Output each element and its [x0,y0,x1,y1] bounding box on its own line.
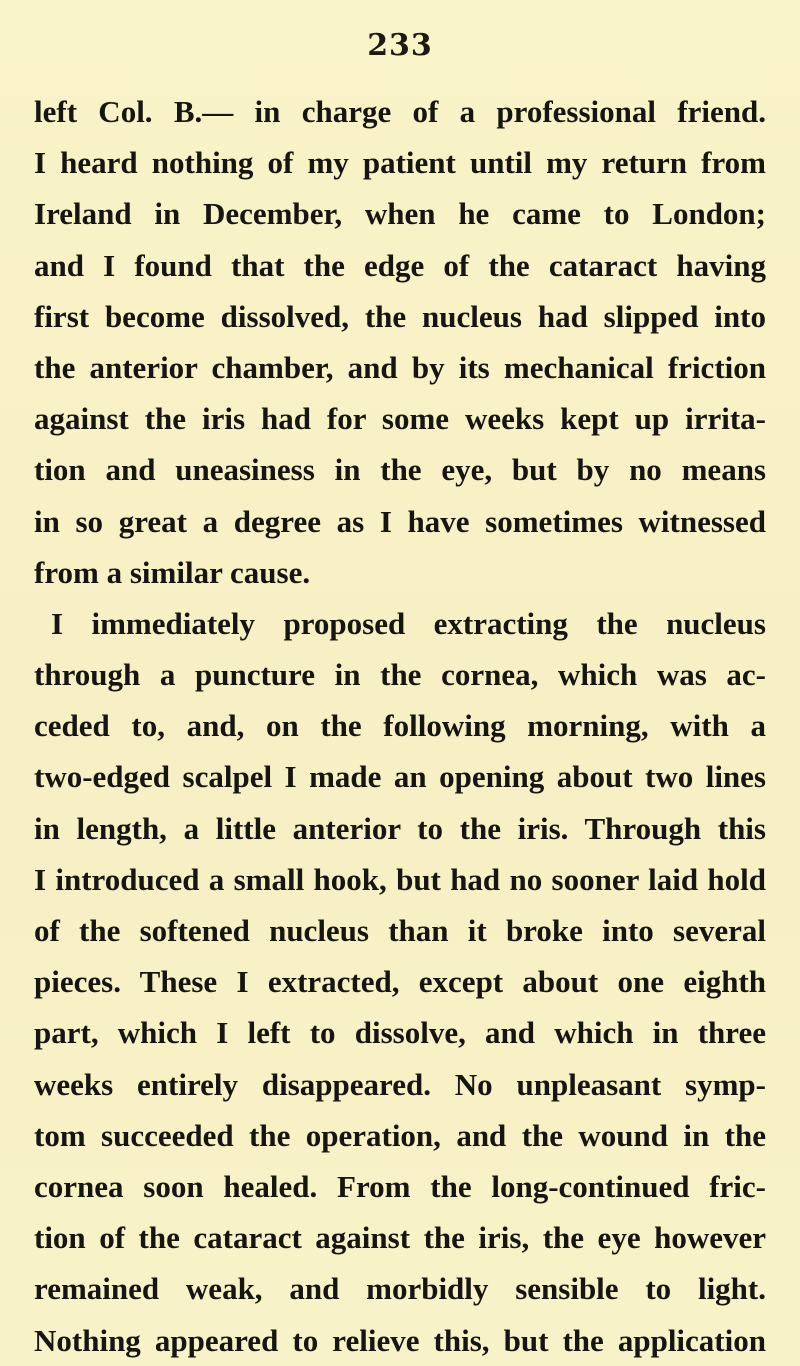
text-line-17: of the softened nucleus than it broke into several [34,913,766,948]
text-line-9: in so great a degree as I have sometimes witnessed [34,503,766,539]
text-line-25: Nothing appeared to relieve this, but the application [34,1322,766,1358]
text-line-13: ceded to, and, on the following morning, with a [34,708,766,744]
text-line-23: tion of the cataract against the iris, the eye however [34,1220,766,1256]
page-text [34,86,766,1366]
text-line-1: left Col. B.— in charge of a professional friend. [34,94,766,129]
text-line-8: tion and uneasiness in the eye, but by no means [34,452,766,488]
text-line-11: I immediately proposed extracting the nucleus [51,605,766,641]
text-line-16: I introduced a small hook, but had no sooner laid hold [34,861,766,897]
text-line-2: I heard nothing of my patient until my return from [34,145,766,181]
text-line-12: through a puncture in the cornea, which was ac- [34,657,766,693]
text-line-4: and I found that the edge of the cataract having [34,247,766,283]
text-line-21: tom succeeded the operation, and the wound in the [34,1117,766,1153]
text-line-10: from a similar cause. [34,554,311,590]
text-line-5: first become dissolved, the nucleus had slipped into [34,298,766,334]
text-line-19: part, which I left to dissolve, and which in three [34,1015,766,1051]
page-number: 233 [367,28,433,63]
text-line-24: remained weak, and morbidly sensible to light. [34,1271,766,1307]
text-line-7: against the iris had for some weeks kept up irrita- [34,401,766,437]
text-line-3: Ireland in December, when he came to London; [34,196,766,232]
text-line-22: cornea soon healed. From the long-continued fric- [34,1168,766,1204]
text-line-14: two-edged scalpel I made an opening about two lines [34,759,766,795]
text-line-15: in length, a little anterior to the iris. Through this [34,810,766,846]
text-line-6: the anterior chamber, and by its mechanical friction [34,349,766,385]
text-line-18: pieces. These I extracted, except about one eighth [34,964,766,1000]
text-line-20: weeks entirely disappeared. No unpleasant symp- [34,1066,766,1102]
